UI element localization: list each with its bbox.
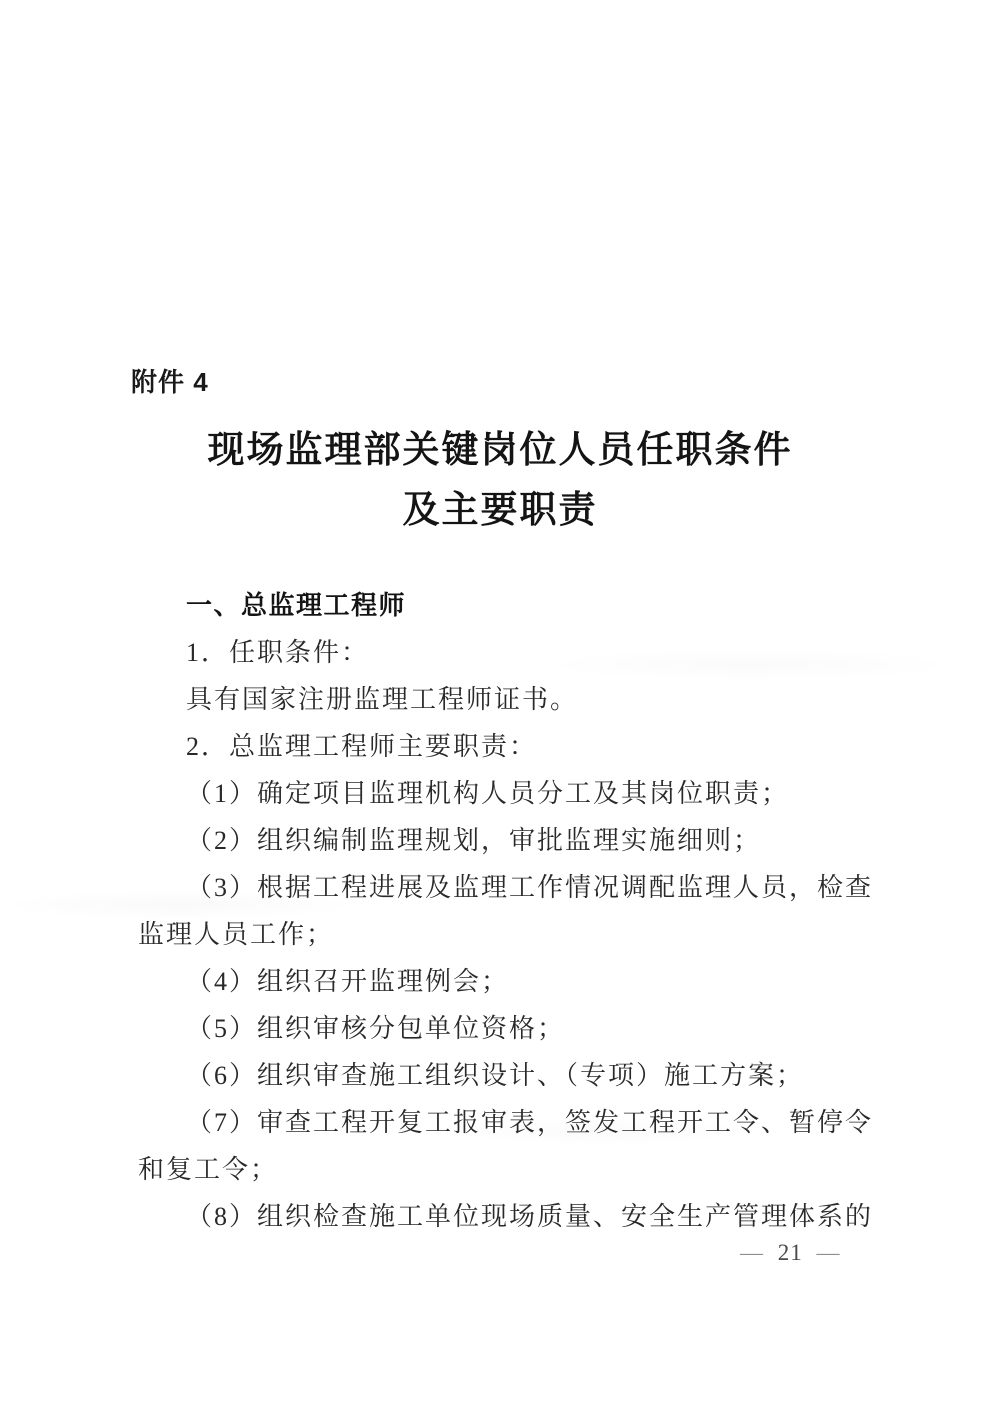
body-line: （2）组织编制监理规划，审批监理实施细则； xyxy=(186,826,762,855)
body-line: （5）组织审核分包单位资格； xyxy=(186,1014,566,1043)
body-line: 监理人员工作； xyxy=(138,920,335,949)
document-title-line-2: 及主要职责 xyxy=(402,489,598,530)
body-line: （3）根据工程进展及监理工作情况调配监理人员，检查 xyxy=(186,873,874,902)
body-line: （6）组织审查施工组织设计、（专项）施工方案； xyxy=(186,1061,805,1090)
body-line: （8）组织检查施工单位现场质量、安全生产管理体系的 xyxy=(186,1202,874,1231)
body-line: （7）审查工程开复工报审表，签发工程开工令、暂停令 xyxy=(186,1108,874,1137)
footer-right-dash: — xyxy=(816,1240,841,1265)
body-line: 和复工令； xyxy=(138,1155,279,1184)
document-title-line-1: 现场监理部关键岗位人员任职条件 xyxy=(207,429,793,470)
footer-left-dash: — xyxy=(740,1240,764,1265)
body-line: 1．任职条件： xyxy=(186,638,370,667)
body-line: （1）确定项目监理机构人员分工及其岗位职责； xyxy=(186,779,790,808)
body-line: 2．总监理工程师主要职责： xyxy=(186,732,538,761)
footer-page-number: 21 xyxy=(777,1240,803,1265)
attachment-label: 附件 4 xyxy=(131,367,209,397)
section-heading: 一、总监理工程师 xyxy=(186,590,407,620)
body-line: （4）组织召开监理例会； xyxy=(186,967,510,996)
document-body xyxy=(138,582,883,1240)
document-title xyxy=(0,420,1000,540)
page-footer xyxy=(740,1240,841,1266)
body-line: 具有国家注册监理工程师证书。 xyxy=(186,685,579,714)
